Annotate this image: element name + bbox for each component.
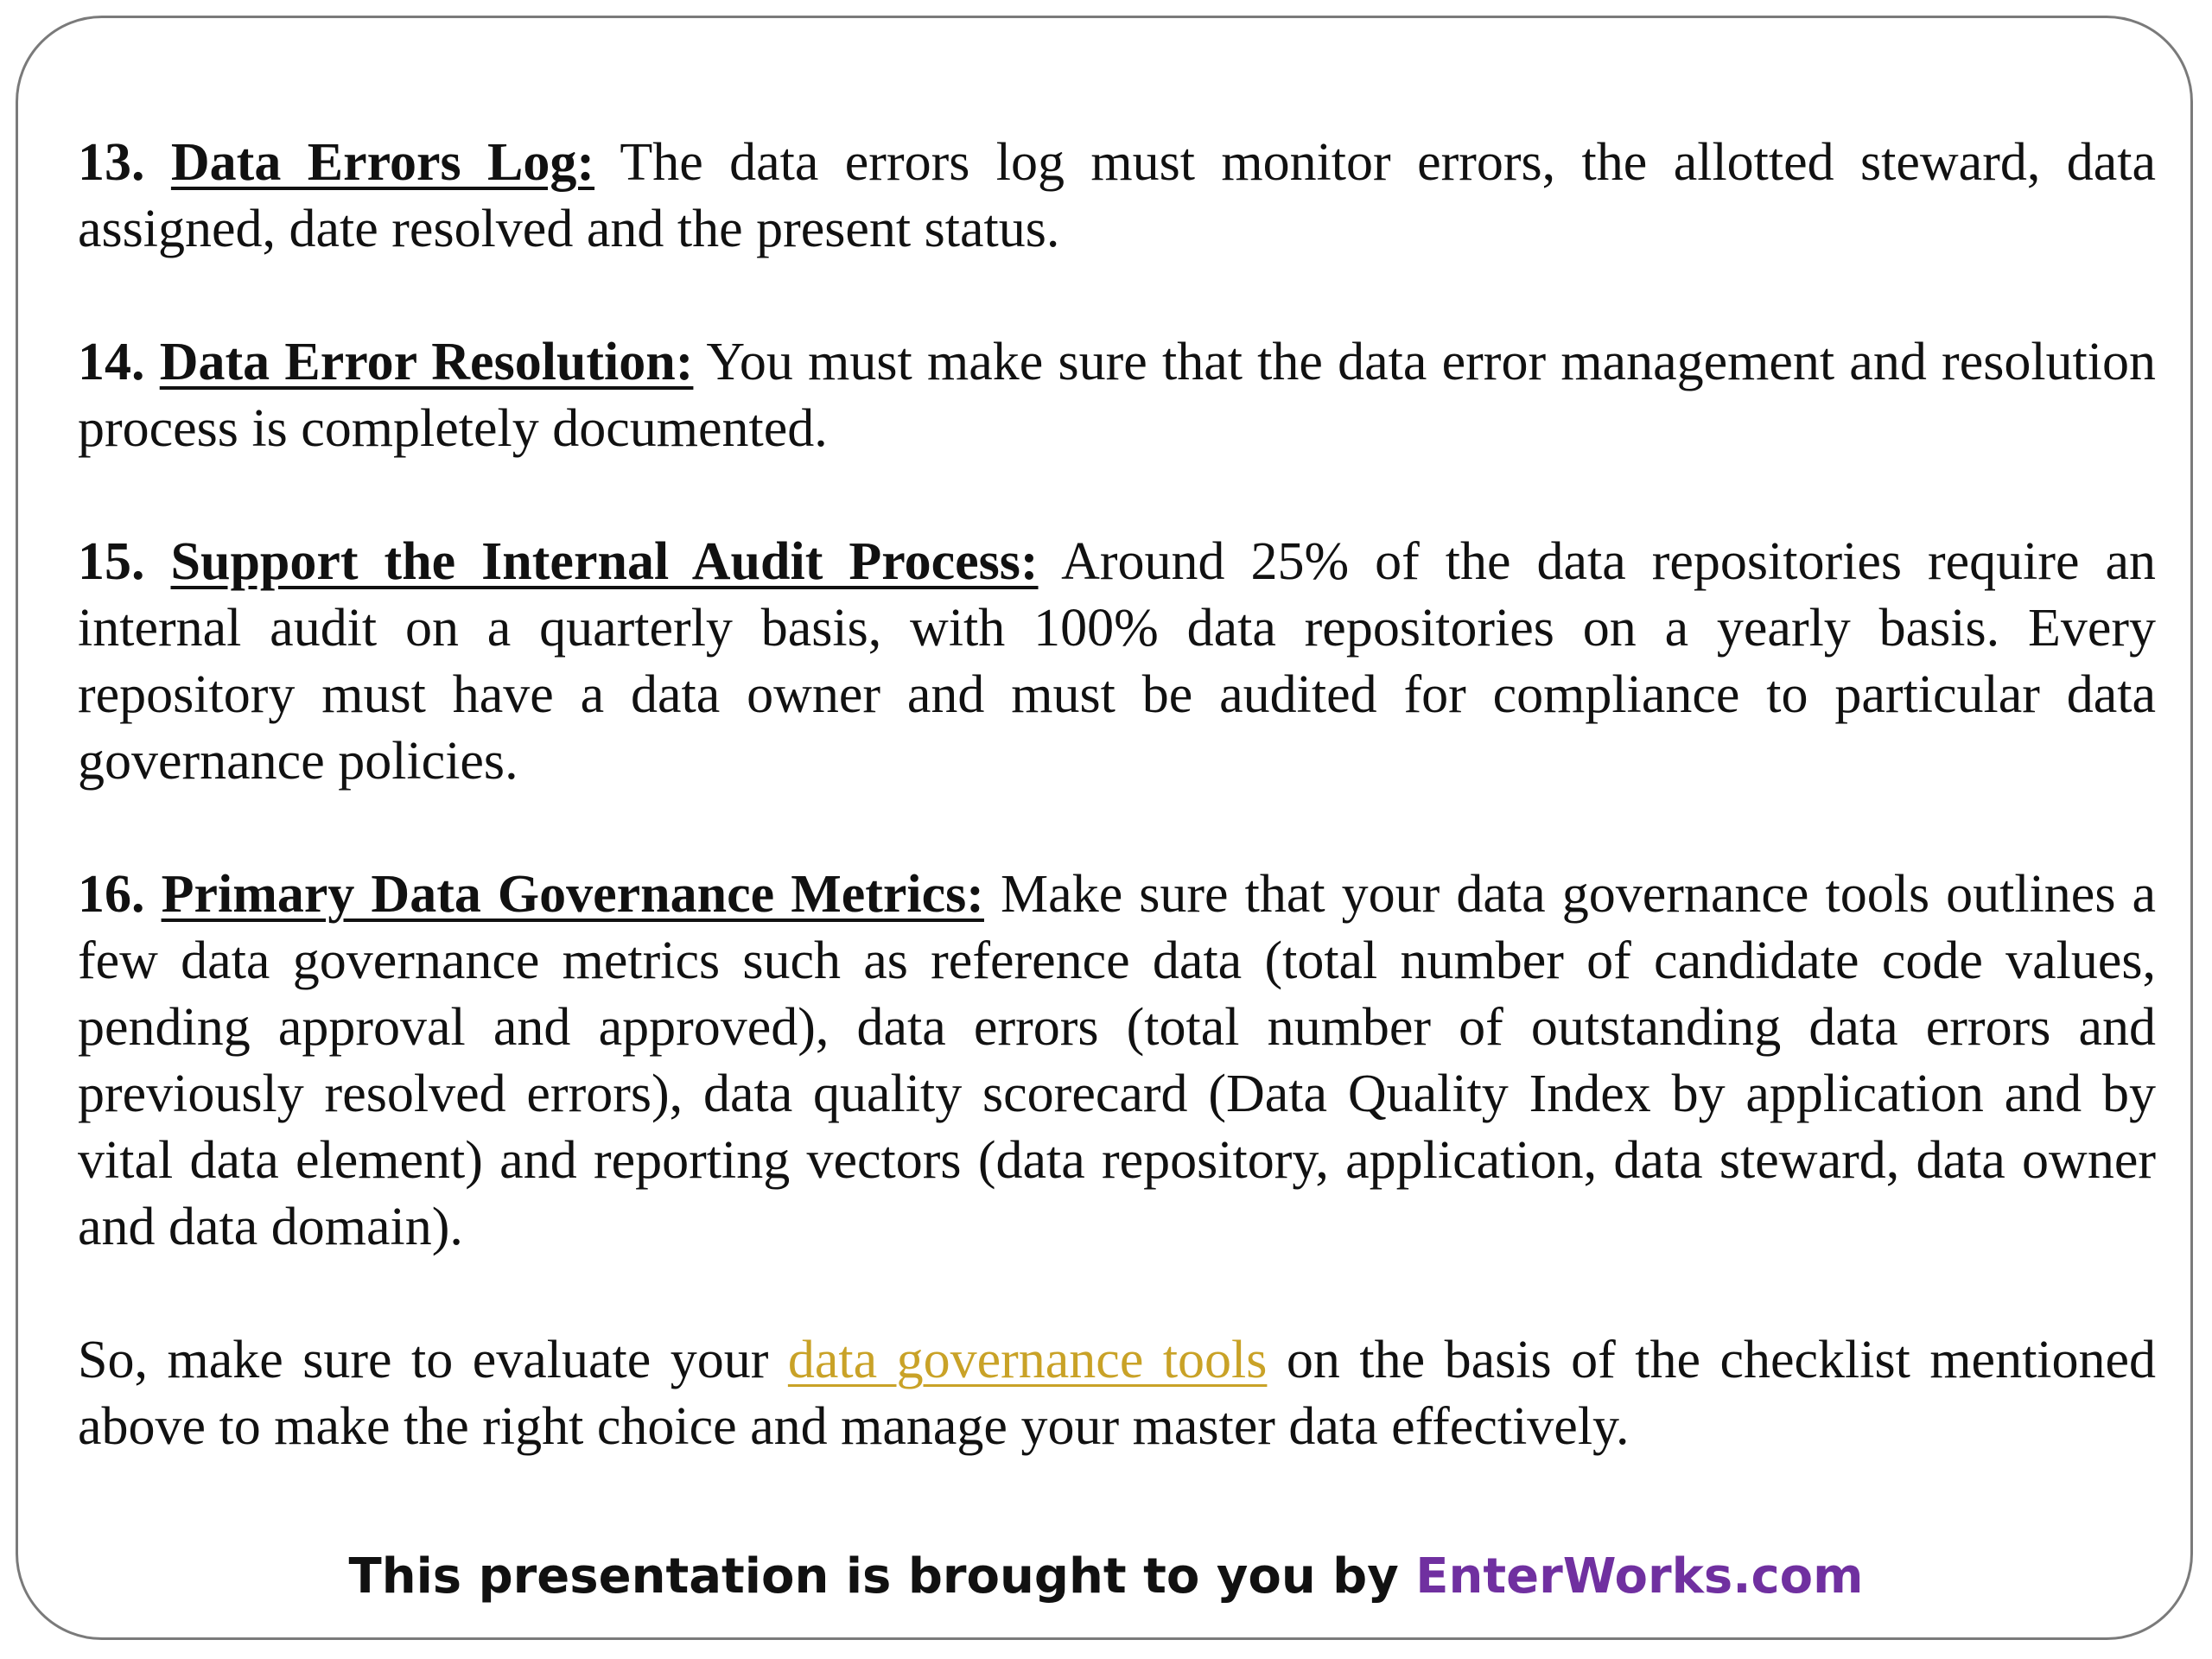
list-item-16	[78, 861, 2156, 1261]
closing-text-after-link: on the basis of the checklist mentioned above to make the right choice and manage your master data effectively.	[78, 1331, 2157, 1456]
footer-brand: EnterWorks.com	[1415, 1548, 1864, 1605]
data-governance-tools-link[interactable]: data governance tools	[787, 1331, 1268, 1389]
list-item-14	[78, 329, 2156, 462]
item-body: You must make sure that the data error management and resolution process is completely documented.	[78, 333, 2157, 458]
item-number: 16.	[78, 865, 145, 924]
item-heading: Data Error Resolution:	[159, 333, 694, 391]
item-body: The data errors log must monitor errors, the allotted steward, data assigned, date resolved and the present status.	[78, 133, 2157, 258]
list-item-15	[78, 529, 2156, 795]
item-body: Around 25% of the data repositories require an internal audit on a quarterly basis, with 100% data repositories on a yearly basis. Every repository must have a data owner and must be audited for compliance to particular data governance policies.	[78, 532, 2156, 791]
item-number: 13.	[78, 133, 145, 192]
item-heading: Primary Data Governance Metrics:	[161, 865, 984, 924]
slide-content	[78, 130, 2156, 1460]
footer-prefix: This presentation is brought to you by	[348, 1548, 1399, 1605]
closing-text-before-link: So, make sure to evaluate your	[78, 1331, 769, 1389]
item-body: Make sure that your data governance tools outlines a few data governance metrics such as reference data (total number of candidate code values, pending approval and approved), data errors (total number of outstanding data errors and previously resolved errors), data quality scorecard (Data Quality Index by application and by vital data element) and reporting vectors (data repository, application, data steward, data owner and data domain).	[78, 865, 2157, 1256]
presentation-footer	[0, 1547, 2212, 1607]
item-number: 14.	[78, 333, 145, 391]
item-heading: Data Errors Log:	[170, 133, 595, 192]
list-item-13	[78, 130, 2156, 263]
item-heading: Support the Internal Audit Process:	[170, 532, 1039, 591]
closing-paragraph	[78, 1327, 2156, 1460]
item-number: 15.	[78, 532, 145, 591]
